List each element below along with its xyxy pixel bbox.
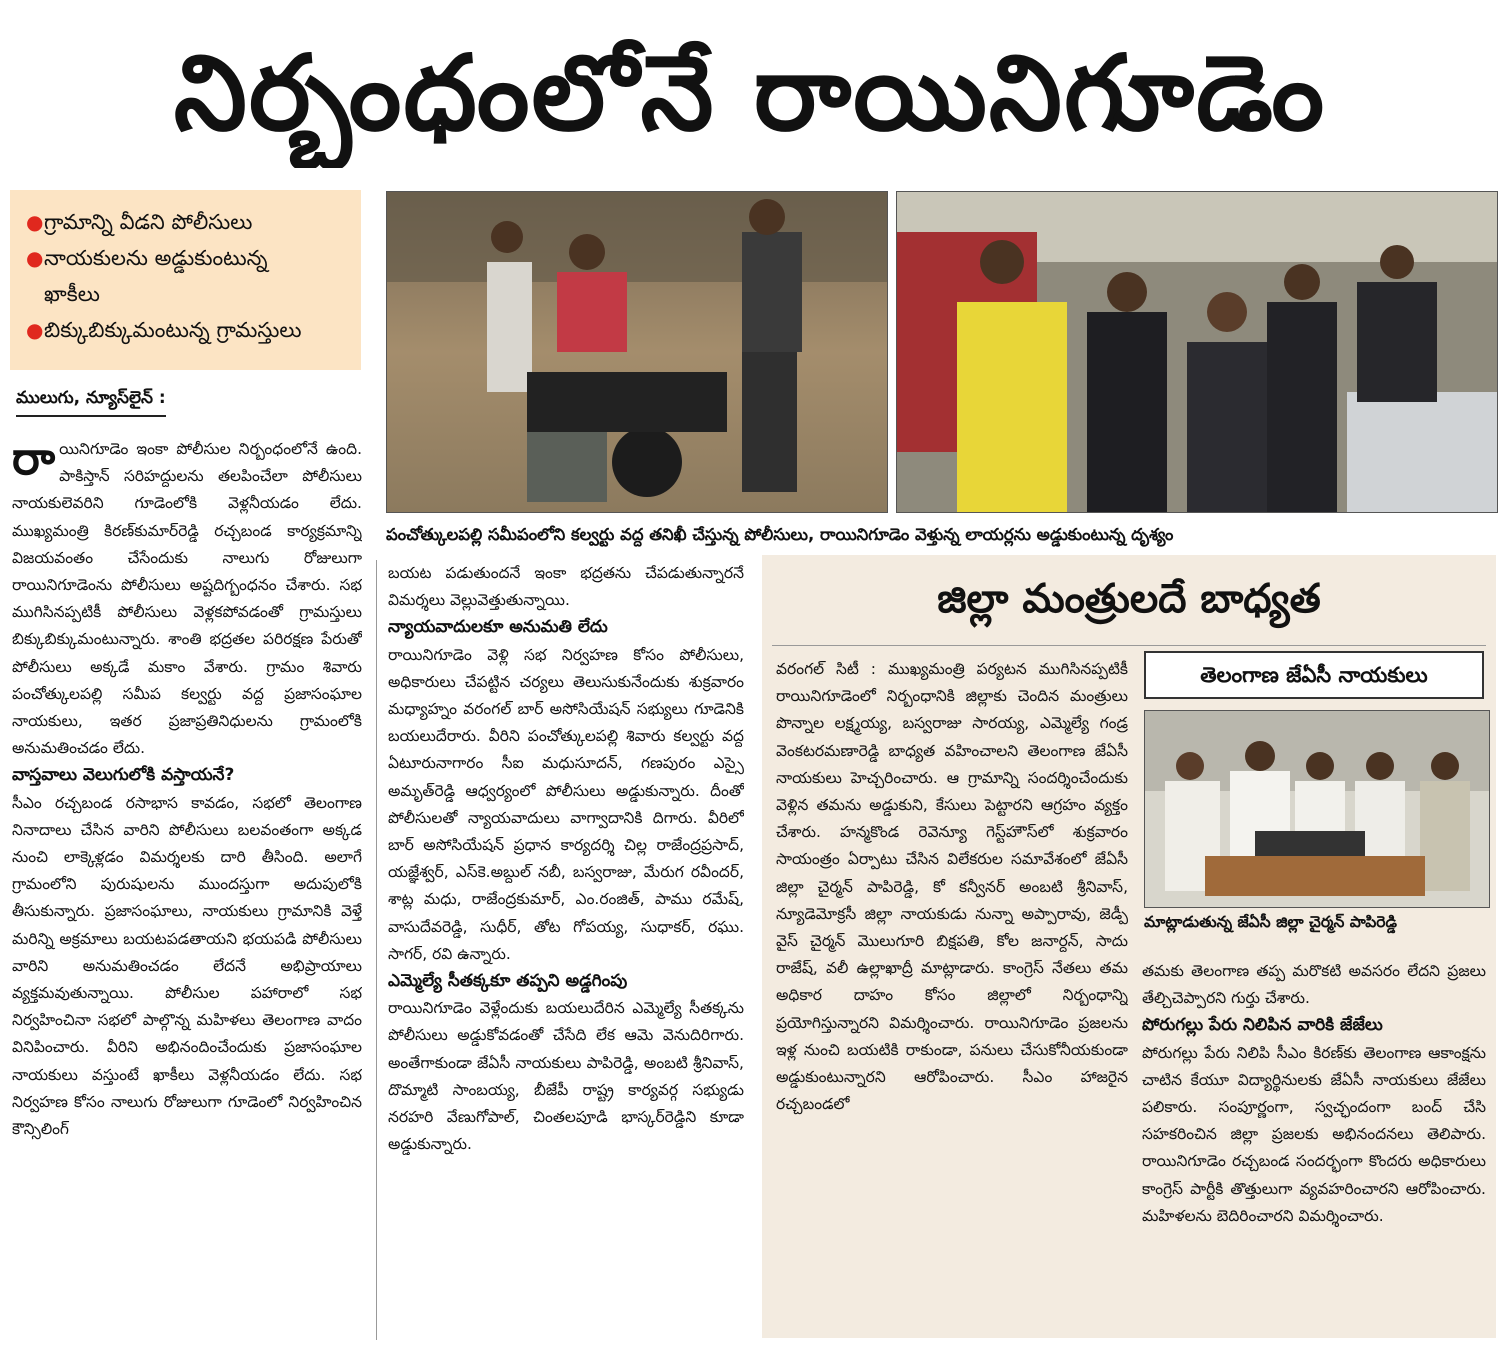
- press-meet-caption: మాట్లాడుతున్న జేఏసీ జిల్లా చైర్మన్ పాపిరెడ్డి: [1144, 913, 1397, 931]
- highlight-item: ● బిక్కుబిక్కుమంటున్న గ్రామస్తులు: [26, 312, 351, 348]
- article-column-1: [12, 436, 362, 1342]
- photo-lawyers-stopped: [896, 191, 1498, 513]
- paragraph: పోరుగల్లు పేరు నిలిపి సీఎం కిరణ్‌కు తెలంగాణ ఆకాంక్షను చాటిన కేయూ విద్యార్థినులకు జేఏసీ నాయకులు జేజేలు పలికారు. సంపూర్ణంగా, స్వచ్ఛందంగా బంద్ చేసి సహకరించిన జిల్లా ప్రజలకు అభినందనలు తెలిపారు. రాయినిగూడెం రచ్చబండ సందర్భంగా కొందరు అధికారులు కాంగ్రెస్ పార్టీకి తొత్తులుగా వ్యవహరించారని ఆరోపించారు. మహిళలను బెదిరించారని విమర్శించారు.: [1142, 1043, 1486, 1225]
- subheading: వాస్తవాలు వెలుగులోకి వస్తాయనే?: [12, 765, 235, 786]
- paragraph: సీఎం రచ్చబండ రసాభాస కావడం, సభలో తెలంగాణ నినాదాలు చేసిన వారిని పోలీసులు బలవంతంగా అక్కడ నుంచి లాక్కెళ్లడం విమర్శలకు దారి తీసింది. అలాగే గ్రామంలోని పురుషులను ముందస్తుగా అదుపులోకి తీసుకున్నారు. ప్రజాసంఘాలు, నాయకులు గ్రామానికి వెళ్తే మరిన్ని అక్రమాలు బయటపడతాయని భయపడి పోలీసులు వారిని అనుమతించడం లేదనే అభిప్రాయాలు వ్యక్తమవుతున్నాయి. పోలీసుల పహారాలో సభ నిర్వహించినా సభలో పాల్గొన్న మహిళలు తెలంగాణ వాదం వినిపించారు. వీరిని అభినందించేందుకు ప్రజాసంఘాల నాయకులు వస్తుంటే ఖాకీలు వెళ్లనీయడం లేదు. సభ నిర్వహణ కోసం నాలుగు రోజులుగా గూడెంలో నిర్వహించిన కౌన్సిలింగ్: [12, 793, 362, 1139]
- paragraph: బయట పడుతుందనే ఇంకా భద్రతను చేపడుతున్నారనే విమర్శలు వెల్లువెత్తుతున్నాయి.: [388, 564, 744, 610]
- photo-press-meet: [1144, 710, 1490, 908]
- jac-leaders-label: తెలంగాణ జేఏసీ నాయకులు: [1144, 651, 1484, 699]
- photo-lawyers-stopped-image: [897, 192, 1497, 512]
- paragraph: రాయినిగూడెం వెళ్లి సభ నిర్వహణ కోసం పోలీసులు, అధికారులు చేపట్టిన చర్యలు తెలుసుకునేందుకు శుక్రవారం మధ్యాహ్నం వరంగల్ బార్ అసోసియేషన్ సభ్యులు గూడెనికి బయలుదేరారు. వీరిని పంచోత్కులపల్లి శివారు కల్వర్టు వద్ద ఏటూరునాగారం సీఐ మధుసూదన్, గణపురం ఎస్సై అమృత్‌రెడ్డి ఆధ్వర్యంలో పోలీసులు అడ్డుకున్నారు. దీంతో పోలీసులతో న్యాయవాదులు వాగ్వాదానికి దిగారు. వీరిలో బార్ అసోసియేషన్ ప్రధాన కార్యదర్శి చిల్ల రాజేంద్రప్రసాద్, యజ్ఞేశ్వర్, ఎస్‌కె.అబ్దుల్ నబీ, బస్వరాజు, మేరుగ రవీందర్, శాట్ల మధు, రాజేంద్రకుమార్, ఎం.రంజిత్, పాము రమేష్, వాసుదేవరెడ్డి, సుధీర్, తోట గోపయ్య, సుధాకర్, రఘు. సాగర్, రవి ఉన్నారు.: [388, 645, 744, 963]
- photo-press-meet-image: [1145, 711, 1489, 907]
- highlight-item: ● నాయకులను అడ్డుకుంటున్న ఖాకీలు: [26, 240, 274, 312]
- dropcap: రా: [12, 436, 56, 485]
- article-column-2: [388, 560, 744, 1342]
- subheading: ఎమ్మెల్యే సీతక్కకూ తప్పని అడ్డగింపు: [388, 971, 628, 992]
- divider: [772, 645, 1486, 646]
- sidebar-column-left: [776, 656, 1128, 1340]
- bullet-icon: ●: [26, 318, 44, 342]
- sidebar-column-right: [1142, 958, 1486, 1340]
- column-divider: [376, 560, 377, 1340]
- photo-police-checking: [386, 191, 888, 513]
- subheading: పోరుగల్లు పేరు నిలిపిన వారికి జేజేలు: [1142, 1015, 1383, 1036]
- bullet-icon: ●: [26, 246, 44, 270]
- bullet-icon: ●: [26, 210, 44, 234]
- headline: నిర్బంధంలోనే రాయినిగూడెం: [173, 32, 1327, 154]
- subheading: న్యాయవాదులకూ అనుమతి లేదు: [388, 617, 608, 638]
- paragraph: తమకు తెలంగాణ తప్ప మరొకటి అవసరం లేదని ప్రజలు తేల్చిచెప్పారని గుర్తు చేశారు.: [1142, 962, 1486, 1008]
- paragraph: రాయినిగూడెం వెళ్లేందుకు బయలుదేరిన ఎమ్మెల్యే సీతక్కను పోలీసులు అడ్డుకోవడంతో చేసేది లేక ఆమె వెనుదిరిగారు. అంతేగాకుండా జేఏసీ నాయకులు పాపిరెడ్డి, అంబటి శ్రీనివాస్, దొమ్మాటి సాంబయ్య, బీజేపీ రాష్ట్ర కార్యవర్గ సభ్యుడు నరహరి వేణుగోపాల్, చింతలపూడి భాస్కర్‌రెడ్డిని కూడా అడ్డుకున్నారు.: [388, 999, 744, 1154]
- sidebar-title: జిల్లా మంత్రులదే బాధ్యత: [937, 576, 1321, 622]
- paragraph: వరంగల్ సిటీ : ముఖ్యమంత్రి పర్యటన ముగిసినప్పటికీ రాయినిగూడెంలో నిర్బంధానికి జిల్లాకు చెందిన మంత్రులు పొన్నాల లక్ష్మయ్య, బస్వరాజు సారయ్య, ఎమ్మెల్యే గండ్ర వెంకటరమణారెడ్డి బాధ్యత వహించాలని తెలంగాణ జేఏసీ నాయకులు హెచ్చరించారు. ఆ గ్రామాన్ని సందర్శించేందుకు వెళ్లిన తమను అడ్డుకుని, కేసులు పెట్టారని ఆగ్రహం వ్యక్తం చేశారు. హన్మకొండ రెవెన్యూ గెస్ట్‌హౌస్‌లో శుక్రవారం సాయంత్రం ఏర్పాటు చేసిన విలేకరుల సమావేశంలో జేఏసీ జిల్లా చైర్మన్ పాపిరెడ్డి, కో కన్వీనర్ అంబటి శ్రీనివాస్, న్యూడెమోక్రసీ జిల్లా నాయకుడు నున్నా అప్పారావు, జెడ్పీ వైస్ చైర్మన్ మొలుగూరి బిక్షపతి, కోల జనార్దన్, సాదు రాజేష్, వలీ ఉల్లాఖాద్రీ మాట్లాడారు. కాంగ్రెస్ నేతలు తమ అధికార దాహం కోసం జిల్లాలో నిర్బంధాన్ని ప్రయోగిస్తున్నారని విమర్శించారు. రాయినిగూడెం ప్రజలను ఇళ్ల నుంచి బయటికి రాకుండా, పనులు చేసుకోనీయకుండా అడ్డుకుంటున్నారని ఆరోపించారు. సీఎం హాజరైన రచ్చబండలో: [776, 660, 1128, 1114]
- dateline: ములుగు, న్యూస్‌లైన్ :: [16, 388, 166, 417]
- highlights-box: [10, 190, 361, 370]
- photo-caption: పంచోత్కులపల్లి సమీపంలోని కల్వర్టు వద్ద తనిఖీ చేస్తున్న పోలీసులు, రాయినిగూడెం వెళ్తున్న లాయర్లను అడ్డుకుంటున్న దృశ్యం: [386, 525, 1174, 544]
- highlight-item: ● గ్రామాన్ని వీడని పోలీసులు: [26, 204, 351, 240]
- photo-police-checking-image: [387, 192, 887, 512]
- paragraph: యినిగూడెం ఇంకా పోలీసుల నిర్బంధంలోనే ఉంది. పాకిస్తాన్ సరిహద్దులను తలపించేలా పోలీసులు నాయకులెవరిని గూడెంలోకి వెళ్లనీయడం లేదు. ముఖ్యమంత్రి కిరణ్‌కుమార్‌రెడ్డి రచ్చబండ కార్యక్రమాన్ని విజయవంతం చేసేందుకు నాలుగు రోజులుగా రాయినిగూడెంను పోలీసులు అష్టదిగ్బంధనం చేశారు. సభ ముగిసినప్పటికీ పోలీసులు వెళ్లకపోవడంతో గ్రామస్తులు బిక్కుబిక్కుమంటున్నారు. శాంతి భద్రతల పరిరక్షణ పేరుతో పోలీసులు అక్కడే మకాం వేశారు. గ్రామం శివారు పంచోత్కులపల్లి సమీప కల్వర్టు వద్ద ప్రజాసంఘాల నాయకులు, ఇతర ప్రజాప్రతినిధులను గ్రామంలోకి అనుమతించడం లేదు.: [12, 440, 362, 758]
